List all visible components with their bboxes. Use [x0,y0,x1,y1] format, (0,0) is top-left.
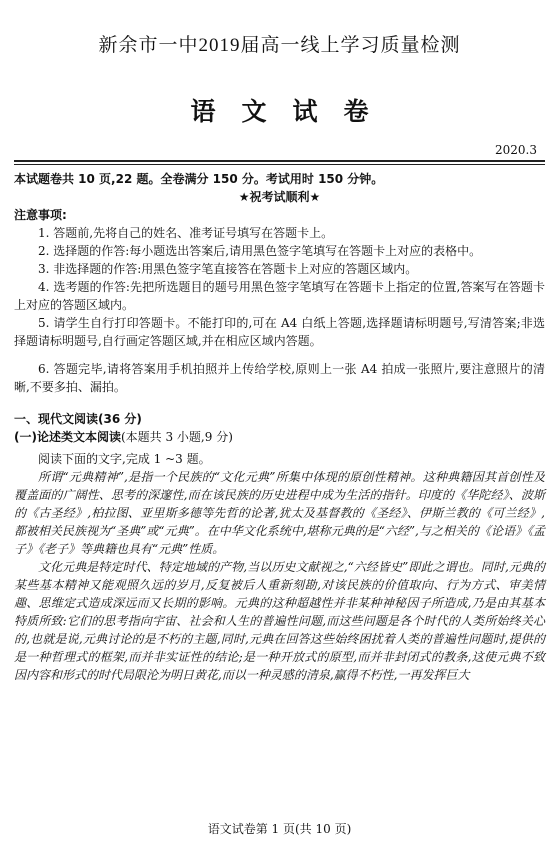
note-item: 6. 答题完毕,请将答案用手机拍照并上传给学校,原则上一张 A4 拍成一张照片,要注意照片的清晰,不要多拍、漏拍。 [14,362,545,394]
note-item: 3. 非选择题的作答:用黑色签字笔直接答在答题卡上对应的答题区域内。 [38,262,418,276]
reading-instruction: 阅读下面的文字,完成 1 ~3 题。 [38,452,211,466]
header-rule-thin [14,164,545,165]
section-heading: 一、现代文阅读(36 分) [14,412,142,426]
section-subheading [14,428,545,446]
note-item: 4. 选考题的作答:先把所选题目的题号用黑色签字笔填写在答题卡上指定的位置,答案写在答题卡上对应的答题区域内。 [14,280,545,312]
exam-date: 2020.3 [495,143,537,157]
subheading-rest: (本题共 3 小题,9 分) [120,430,233,444]
passage-paragraph: 所谓“元典精神”,是指一个民族的“文化元典”所集中体现的原创性精神。这种典籍因其首创性及覆盖面的广阔性、思考的深邃性,而在该民族的历史进程中成为生活的指针。印度的《华陀经》、波斯的《古圣经》,柏拉图、亚里斯多德等先哲的论著,犹太及基督教的《圣经》、伊斯兰教的《可兰经》,都被相关民族视为“圣典”或“元典”。在中华文化系统中,堪称元典的是“六经”,与之相关的《论语》《孟子》《老子》等典籍也具有“元典”性质。 [14,470,545,556]
exam-wish: ★祝考试顺利★ [238,190,321,204]
exam-title: 新余市一中2019届高一线上学习质量检测 [98,35,461,56]
header-rule-thick [14,160,545,162]
exam-subtitle: 语文试卷 [190,97,395,126]
passage-paragraph: 文化元典是特定时代、特定地域的产物,当以历史文献视之,“六经皆史”即此之谓也。同时,元典的某些基本精神又能观照久远的岁月,反复被后人重新刻勘,对该民族的价值取向、行为方式、审美情趣、思维定式造成深远而又长期的影响。元典的这种超越性并非某种神秘因子所造成,乃是由其基本特质所致:它们的思考指向宇宙、社会和人生的普遍性问题,而这些问题是各个时代的人类所始终关心的,也就是说,元典讨论的是不朽的主题,同时,元典在回答这些始终困扰着人类的普遍性问题时,提供的是一种哲理式的框架,而并非实证性的结论;是一种开放式的原型,而并非封闭式的教条,这使元典不致因内容和形式的时代局限沦为明日黄花,而以一种灵感的清泉,赢得不朽性,一再发挥巨大 [14,560,545,682]
exam-summary: 本试题卷共 10 页,22 题。全卷满分 150 分。考试用时 150 分钟。 [14,172,384,186]
subheading-bold: (一)论述类文本阅读 [14,430,121,444]
notes-heading: 注意事项: [14,208,67,222]
note-item: 1. 答题前,先将自己的姓名、准考证号填写在答题卡上。 [38,226,334,240]
note-item: 2. 选择题的作答:每小题选出答案后,请用黑色签字笔填写在答题卡上对应的表格中。 [38,244,482,258]
page-footer: 语文试卷第 1 页(共 10 页) [207,822,352,836]
note-item: 5. 请学生自行打印答题卡。不能打印的,可在 A4 白纸上答题,选择题请标明题号,写清答案;非选择题请标明题号,自行画定答题区域,并在相应区域内答题。 [14,316,545,348]
exam-content [14,170,545,684]
